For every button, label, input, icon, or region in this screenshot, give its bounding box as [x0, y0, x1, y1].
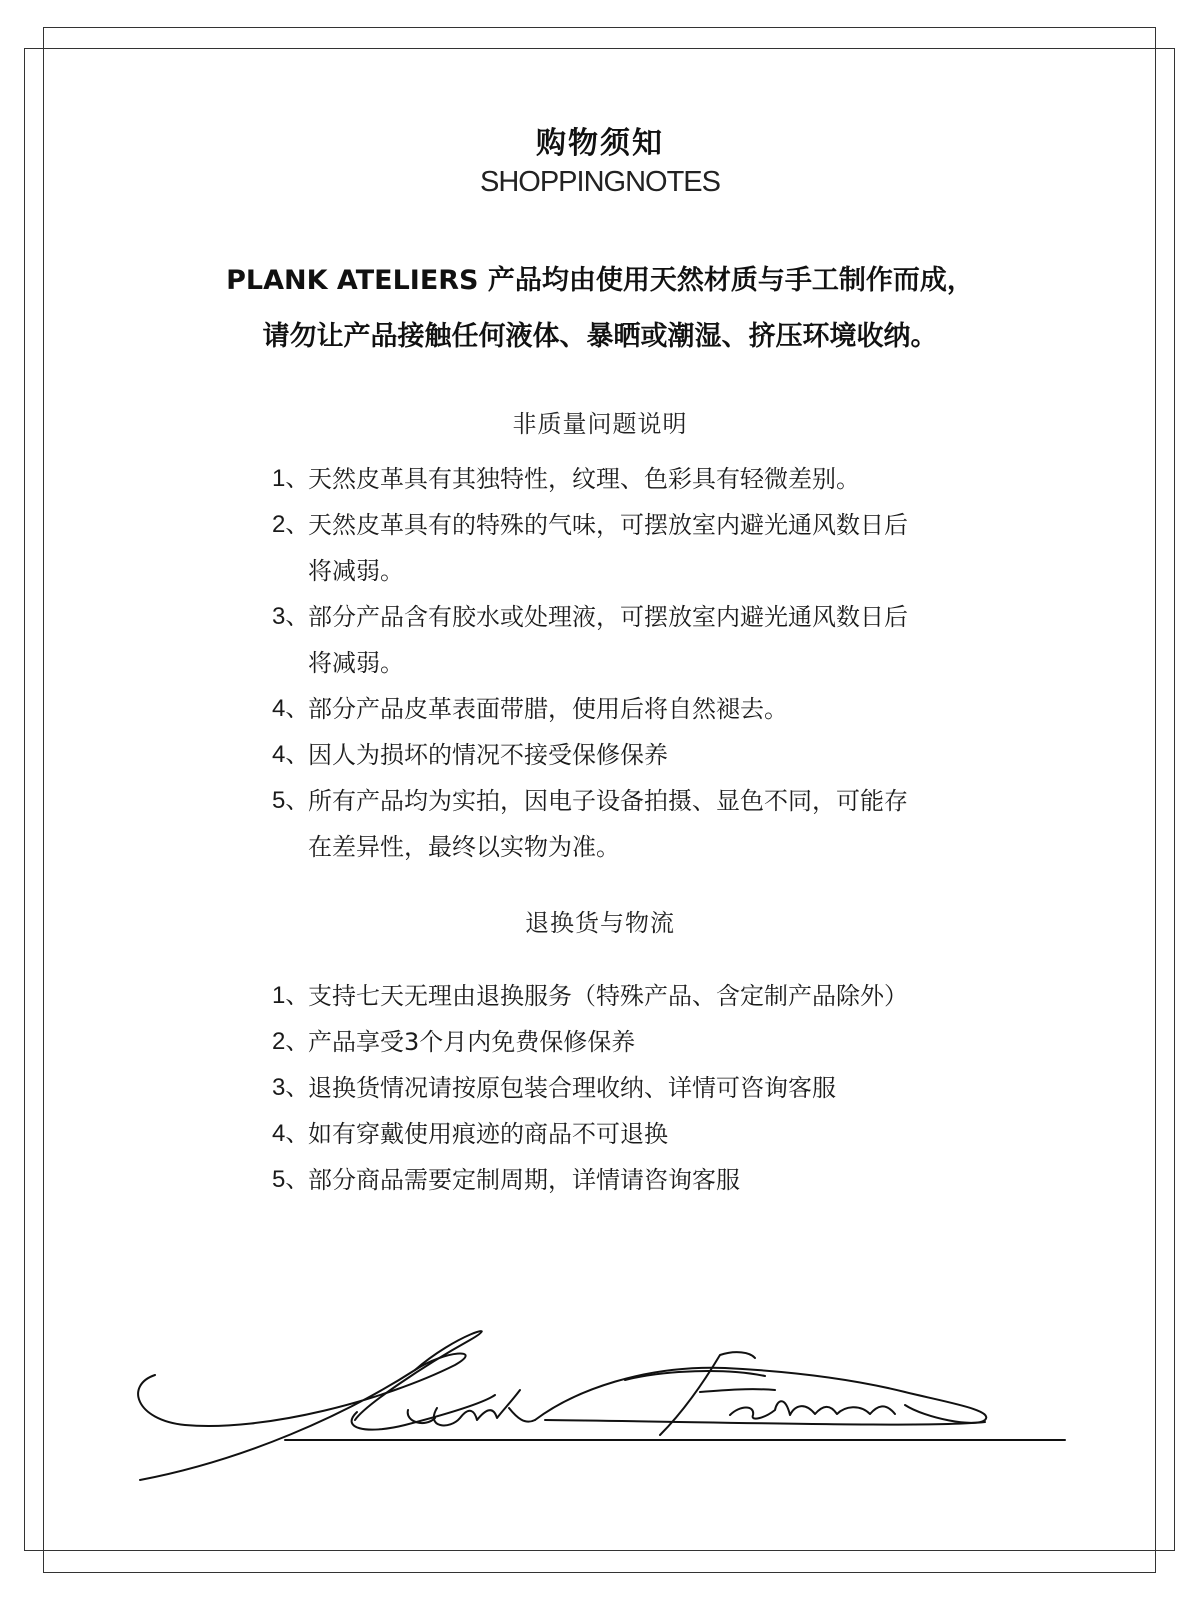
page-title: 购物须知: [536, 126, 664, 161]
item-text: 产品享受3个月内免费保修保养: [308, 1028, 636, 1056]
quality-notes-list: [272, 456, 972, 870]
item-number: 1、: [272, 465, 310, 492]
list-item: [272, 778, 972, 870]
item-text: 如有穿戴使用痕迹的商品不可退换: [308, 1120, 668, 1148]
item-text: 因人为损坏的情况不接受保修保养: [308, 741, 668, 769]
list-item: [272, 1111, 972, 1157]
signature-image: [125, 1310, 1085, 1500]
list-item: [272, 456, 972, 502]
item-number: 4、: [272, 1120, 310, 1147]
list-item: [272, 502, 972, 594]
list-item: [272, 1157, 972, 1203]
item-text: 部分商品需要定制周期，详情请咨询客服: [308, 1166, 740, 1194]
item-text: 部分产品含有胶水或处理液，可摆放室内避光通风数日后将减弱。: [308, 603, 908, 677]
item-text: 所有产品均为实拍，因电子设备拍摄、显色不同，可能存在差异性，最终以实物为准。: [308, 787, 908, 861]
intro-line-1: PLANK ATELIERS 产品均由使用天然材质与手工制作而成，: [226, 265, 974, 296]
section-heading-quality: 非质量问题说明: [512, 410, 688, 438]
item-number: 4、: [272, 741, 310, 768]
item-text: 支持七天无理由退换服务（特殊产品、含定制产品除外）: [308, 982, 908, 1010]
returns-notes-list: [272, 973, 972, 1203]
item-number: 2、: [272, 511, 310, 538]
item-text: 部分产品皮革表面带腊，使用后将自然褪去。: [308, 695, 788, 723]
list-item: [272, 1019, 972, 1065]
item-number: 3、: [272, 603, 310, 630]
item-text: 天然皮革具有的特殊的气味，可摆放室内避光通风数日后将减弱。: [308, 511, 908, 585]
item-number: 2、: [272, 1028, 310, 1055]
list-item: [272, 732, 972, 778]
list-item: [272, 1065, 972, 1111]
item-number: 3、: [272, 1074, 310, 1101]
list-item: [272, 686, 972, 732]
item-text: 退换货情况请按原包装合理收纳、详情可咨询客服: [308, 1074, 836, 1102]
intro-line-2: 请勿让产品接触任何液体、暴晒或潮湿、挤压环境收纳。: [262, 321, 938, 352]
item-number: 5、: [272, 1166, 310, 1193]
item-number: 4、: [272, 695, 310, 722]
section-heading-returns: 退换货与物流: [525, 909, 675, 937]
page-subtitle: SHOPPINGNOTES: [480, 166, 720, 198]
item-text: 天然皮革具有其独特性，纹理、色彩具有轻微差别。: [308, 465, 860, 493]
item-number: 5、: [272, 787, 310, 814]
list-item: [272, 594, 972, 686]
item-number: 1、: [272, 982, 310, 1009]
list-item: [272, 973, 972, 1019]
